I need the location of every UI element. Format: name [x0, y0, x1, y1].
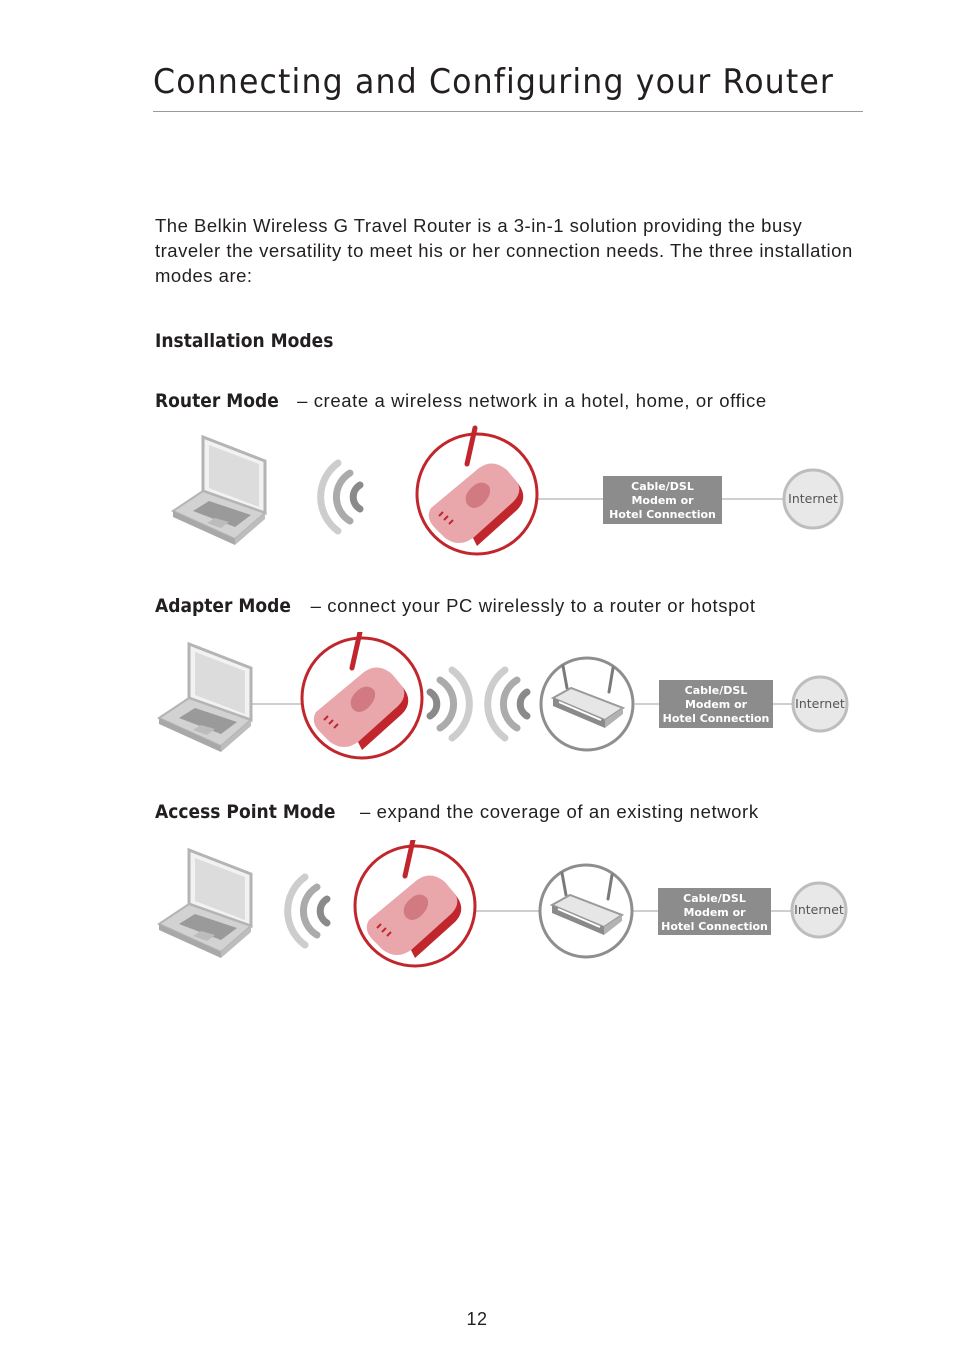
- wireless-router-icon: [541, 658, 633, 750]
- modem-box: [658, 888, 771, 935]
- internet-globe-icon: [793, 677, 847, 731]
- router-mode-name: Router Mode: [155, 390, 279, 412]
- wireless-router-icon: [540, 865, 632, 957]
- travel-router-icon: [417, 428, 537, 554]
- modem-box: [659, 680, 773, 728]
- adapter-mode-diagram: [155, 632, 865, 767]
- title-divider: [153, 111, 863, 112]
- laptop-icon: [159, 644, 251, 752]
- internet-globe-icon: [792, 883, 846, 937]
- modem-box: [603, 476, 722, 524]
- svg-text:Modem or: Modem or: [684, 698, 748, 711]
- page-number: 12: [466, 1309, 488, 1329]
- svg-text:Cable/DSL: Cable/DSL: [684, 684, 748, 697]
- travel-router-icon: [302, 632, 422, 758]
- router-mode-description: – create a wireless network in a hotel, home, or office: [297, 390, 767, 411]
- access-point-mode-line: [155, 801, 759, 823]
- wifi-waves-icon: [288, 877, 327, 945]
- router-mode-diagram: [155, 425, 865, 560]
- wifi-waves-icon: [430, 670, 469, 738]
- intro-paragraph: The Belkin Wireless G Travel Router is a 3-in-1 solution providing the busy traveler the versatility to meet his or her connection needs. The three installation modes are:: [155, 215, 853, 286]
- access-point-mode-description: – expand the coverage of an existing network: [359, 801, 759, 822]
- svg-text:Cable/DSL: Cable/DSL: [631, 480, 694, 493]
- adapter-mode-description: – connect your PC wirelessly to a router or hotspot: [310, 595, 756, 616]
- laptop-icon: [173, 437, 265, 545]
- svg-text:Hotel Connection: Hotel Connection: [662, 712, 770, 725]
- travel-router-icon: [355, 840, 475, 966]
- adapter-mode-name: Adapter Mode: [155, 595, 292, 617]
- svg-text:Internet: Internet: [794, 902, 844, 917]
- wifi-waves-icon: [321, 463, 360, 531]
- svg-text:Cable/DSL: Cable/DSL: [683, 892, 746, 905]
- svg-text:Modem or: Modem or: [683, 906, 746, 919]
- svg-text:Internet: Internet: [795, 696, 845, 711]
- internet-globe-icon: [784, 470, 842, 528]
- svg-text:Hotel Connection: Hotel Connection: [609, 508, 716, 521]
- wifi-waves-icon: [488, 670, 527, 738]
- page-title: Connecting and Configuring your Router: [153, 62, 835, 102]
- laptop-icon: [159, 850, 251, 958]
- access-point-mode-name: Access Point Mode: [155, 801, 336, 823]
- svg-text:Hotel Connection: Hotel Connection: [661, 920, 768, 933]
- adapter-mode-line: [155, 595, 756, 617]
- svg-text:Modem or: Modem or: [631, 494, 694, 507]
- svg-text:Internet: Internet: [788, 491, 838, 506]
- access-point-mode-diagram: [155, 840, 865, 975]
- router-mode-line: [155, 390, 767, 412]
- installation-modes-heading: Installation Modes: [155, 330, 334, 352]
